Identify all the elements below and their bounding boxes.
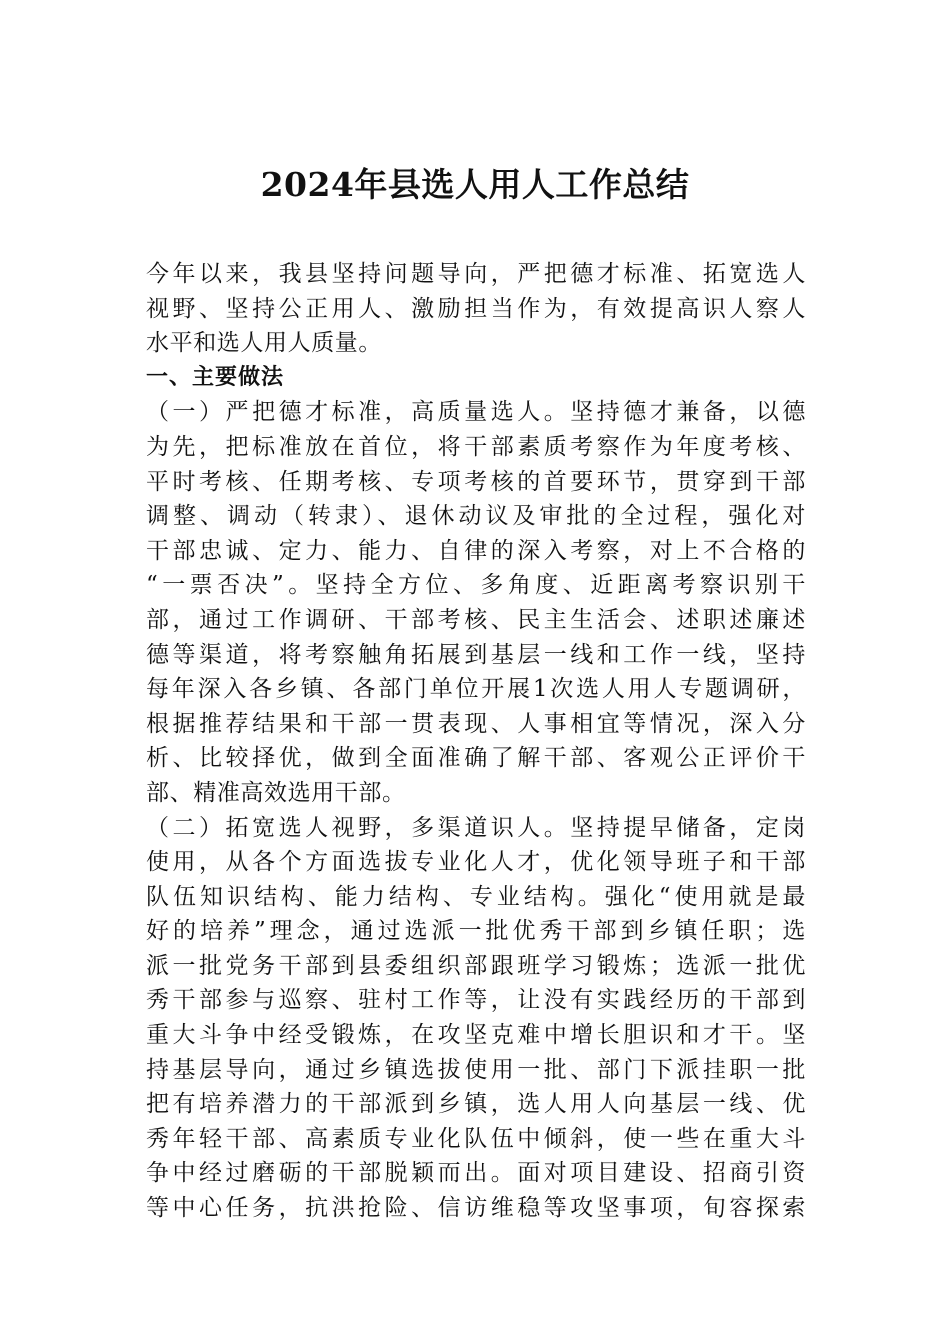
- paragraph-line: 每年深入各乡镇、各部门单位开展1次选人用人专题调研，: [146, 676, 806, 703]
- document-body: [146, 257, 806, 1226]
- paragraph-line: 根据推荐结果和干部一贯表现、人事相宜等情况，深入分: [146, 710, 806, 737]
- paragraph-line: 视野、坚持公正用人、激励担当作为，有效提高识人察人: [146, 295, 806, 322]
- paragraph-line: 持基层导向，通过乡镇选拔使用一批、部门下派挂职一批: [146, 1056, 806, 1083]
- paragraph-line: 部，通过工作调研、干部考核、民主生活会、述职述廉述: [146, 606, 806, 633]
- paragraph-line: 析、比较择优，做到全面准确了解干部、客观公正评价干: [146, 745, 806, 772]
- paragraph-line: 德等渠道，将考察触角拓展到基层一线和工作一线，坚持: [146, 641, 806, 668]
- paragraph-line: （二）拓宽选人视野，多渠道识人。坚持提早储备，定岗: [146, 814, 806, 841]
- paragraph-line: 秀年轻干部、高素质专业化队伍中倾斜，使一些在重大斗: [146, 1125, 806, 1152]
- paragraph-line: （一）严把德才标准，高质量选人。坚持德才兼备，以德: [146, 399, 806, 426]
- paragraph-line: 把有培养潜力的干部派到乡镇，选人用人向基层一线、优: [146, 1091, 806, 1118]
- paragraph-line: “一票否决”。坚持全方位、多角度、近距离考察识别干: [146, 572, 806, 599]
- paragraph-line: 秀干部参与巡察、驻村工作等，让没有实践经历的干部到: [146, 987, 806, 1014]
- paragraph-line: 干部忠诚、定力、能力、自律的深入考察，对上不合格的: [146, 537, 806, 564]
- paragraph-line: 派一批党务干部到县委组织部跟班学习锻炼；选派一批优: [146, 952, 806, 979]
- paragraph-line: 为先，把标准放在首位，将干部素质考察作为年度考核、: [146, 433, 806, 460]
- paragraph-line: 部、精准高效选用干部。: [146, 779, 406, 806]
- document-title: 2024年县选人用人工作总结: [260, 165, 690, 204]
- paragraph-line: 重大斗争中经受锻炼，在攻坚克难中增长胆识和才干。坚: [146, 1022, 806, 1049]
- paragraph-line: 平时考核、任期考核、专项考核的首要环节，贯穿到干部: [146, 468, 806, 495]
- paragraph-line: 队伍知识结构、能力结构、专业结构。强化“使用就是最: [146, 883, 806, 910]
- paragraph-line: 等中心任务，抗洪抢险、信访维稳等攻坚事项，旬容探索: [146, 1195, 806, 1222]
- paragraph-line: 调整、调动（转隶）、退休动议及审批的全过程，强化对: [146, 503, 806, 530]
- paragraph-line: 使用，从各个方面选拔专业化人才，优化领导班子和干部: [146, 849, 806, 876]
- paragraph-line: 水平和选人用人质量。: [146, 330, 382, 357]
- paragraph-line: 好的培养”理念，通过选派一批优秀干部到乡镇任职；选: [146, 918, 806, 945]
- paragraph-line: 今年以来，我县坚持问题导向，严把德才标准、拓宽选人: [146, 261, 806, 287]
- section-heading: 一、主要做法: [146, 364, 285, 390]
- paragraph-line: 争中经过磨砺的干部脱颖而出。面对项目建设、招商引资: [146, 1160, 806, 1187]
